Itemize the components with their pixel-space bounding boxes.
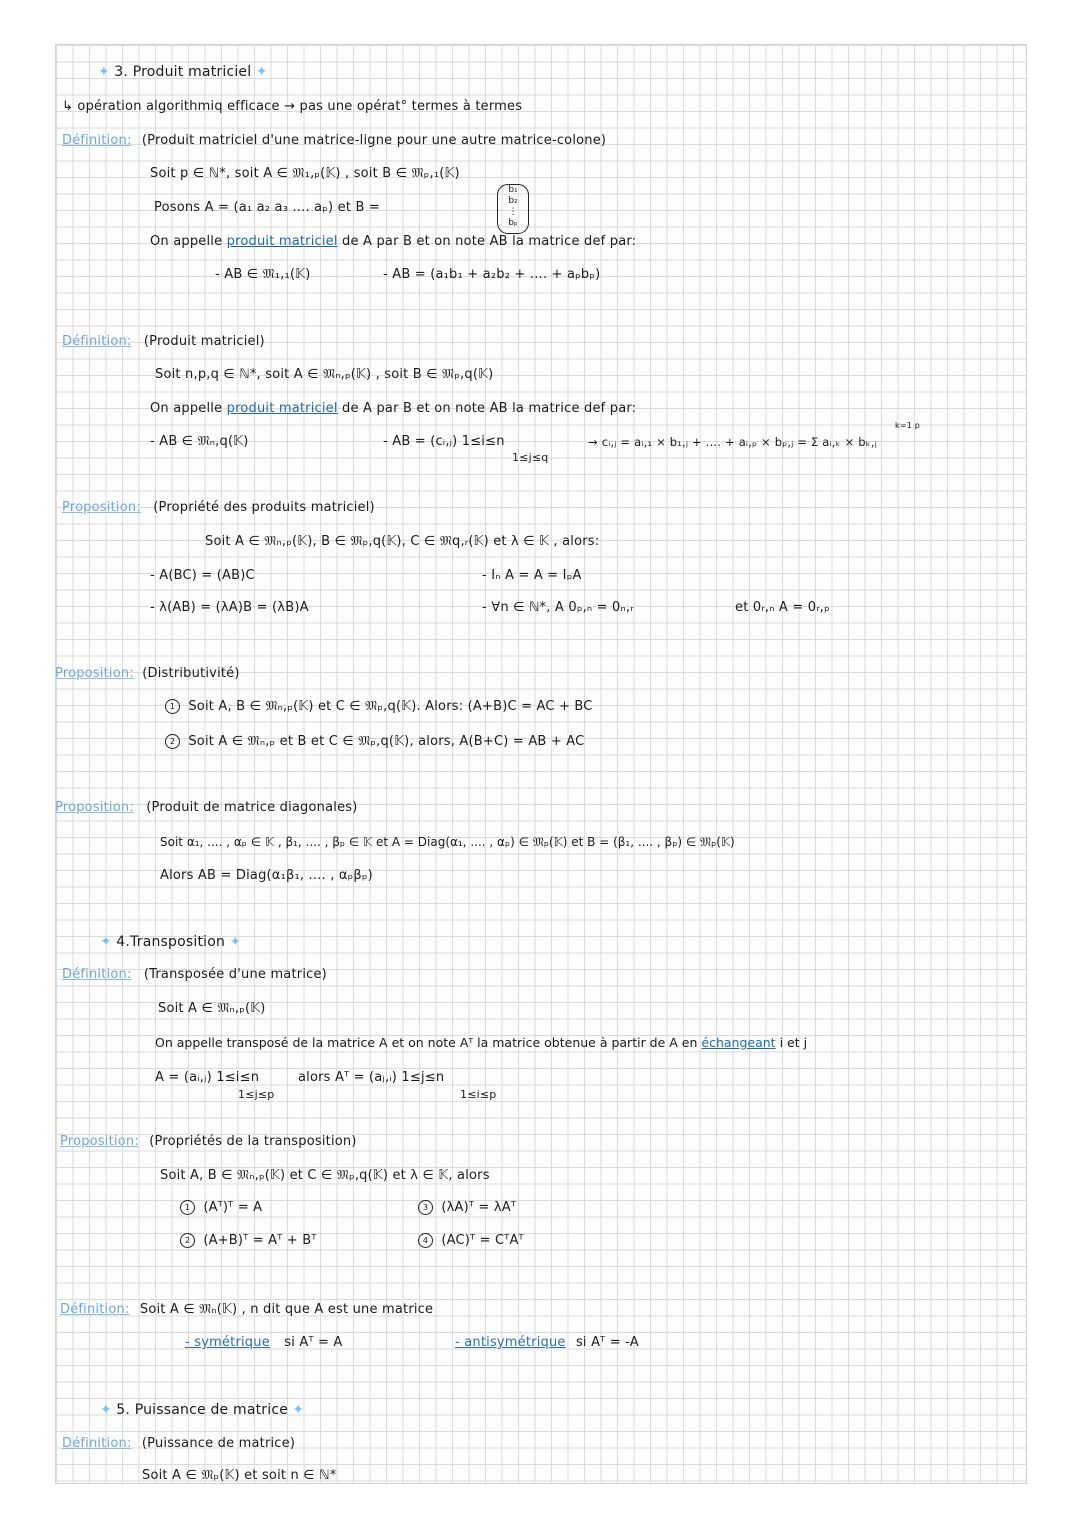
definition-5 — [62, 1436, 295, 1452]
sparkle-icon: ✦ — [100, 934, 112, 950]
proposition-3 — [55, 800, 358, 816]
intro-note: ↳ opération algorithmiq efficace → pas une opérat° termes à termes — [62, 99, 523, 114]
proposition-heading: (Propriété des produits matriciel) — [153, 500, 375, 515]
prop1-item-e: et 0ᵣ,ₙ A = 0ᵣ,ₚ — [735, 600, 830, 615]
definition-heading: (Produit matriciel d'une matrice-ligne pour une autre matrice-colone) — [141, 133, 607, 148]
circled-number: 1 — [165, 699, 180, 714]
prop3-line-1: Soit α₁, .... , αₚ ∈ 𝕂 , β₁, .... , βₚ ∈ 𝕂 et A = Diag(α₁, .... , αₚ) ∈ 𝔐ₚ(𝕂) et B = (β₁, .... , βₚ) ∈ 𝔐ₚ(𝕂) — [160, 835, 735, 849]
def3-index-a: 1≤j≤p — [238, 1088, 275, 1101]
circled-number: 4 — [418, 1233, 433, 1248]
prop2-item-2: 2 Soit A ∈ 𝔐ₙ,ₚ et B et C ∈ 𝔐ₚ,q(𝕂), alors, A(B+C) = AB + AC — [165, 734, 584, 750]
def2-index-range: 1≤j≤q — [512, 451, 549, 464]
definition-3 — [62, 967, 327, 983]
def3-line-3b: alors Aᵀ = (aⱼ,ᵢ) 1≤j≤n — [298, 1070, 445, 1085]
def1-line-1: Soit p ∈ ℕ*, soit A ∈ 𝔐₁,ₚ(𝕂) , soit B ∈ 𝔐ₚ,₁(𝕂) — [150, 166, 460, 181]
sparkle-icon: ✦ — [292, 1402, 305, 1418]
definition-1 — [62, 133, 606, 149]
prop1-item-c: - λ(AB) = (λA)B = (λB)A — [150, 600, 309, 615]
produit-matriciel-term: produit matriciel — [226, 401, 338, 416]
section-4-title: ✦ 4.Transposition ✦ — [100, 934, 242, 950]
def3-index-b: 1≤i≤p — [460, 1088, 497, 1101]
prop1-item-d: - ∀n ∈ ℕ*, A 0ₚ,ₙ = 0ₙ,ᵣ — [482, 600, 634, 615]
proposition-heading: (Distributivité) — [142, 666, 240, 681]
def2-line-3a: - AB ∈ 𝔐ₙ,q(𝕂) — [150, 434, 249, 449]
prop2-item-1: 1 Soit A, B ∈ 𝔐ₙ,ₚ(𝕂) et C ∈ 𝔐ₚ,q(𝕂). Alors: (A+B)C = AC + BC — [165, 699, 593, 715]
sparkle-icon: ✦ — [98, 64, 110, 80]
def1-line-2: Posons A = (a₁ a₂ a₃ .... aₚ) et B = — [154, 200, 381, 215]
proposition-label: Proposition: — [55, 800, 134, 815]
proposition-label: Proposition: — [60, 1134, 139, 1149]
prop1-item-a: - A(BC) = (AB)C — [150, 568, 255, 583]
prop4-line-1: Soit A, B ∈ 𝔐ₙ,ₚ(𝕂) et C ∈ 𝔐ₚ,q(𝕂) et λ ∈ 𝕂, alors — [160, 1168, 490, 1183]
circled-number: 1 — [180, 1200, 195, 1215]
definition-2 — [62, 334, 265, 350]
proposition-label: Proposition: — [62, 500, 141, 515]
column-vector: b₁ b₂ ⋮ bₚ — [497, 184, 529, 234]
definition-heading: (Produit matriciel) — [143, 334, 265, 349]
echangeant-term: échangeant — [701, 1035, 776, 1050]
def1-line-3: On appelle produit matriciel de A par B et on note AB la matrice def par: — [150, 234, 637, 249]
prop4-item-3: 3 (λA)ᵀ = λAᵀ — [418, 1200, 516, 1216]
proposition-1 — [62, 500, 375, 516]
def4-antisymmetric: - antisymétrique si Aᵀ = -A — [455, 1335, 639, 1350]
section-5-title: ✦ 5. Puissance de matrice ✦ — [100, 1402, 305, 1418]
definition-label: Définition: — [62, 133, 132, 148]
proposition-4 — [60, 1134, 357, 1150]
sparkle-icon: ✦ — [229, 934, 242, 950]
definition-label: Définition: — [60, 1302, 130, 1317]
proposition-heading: (Propriétés de la transposition) — [149, 1134, 357, 1149]
circled-number: 3 — [418, 1200, 433, 1215]
definition-heading: (Transposée d'une matrice) — [143, 967, 327, 982]
produit-matriciel-term: produit matriciel — [226, 234, 338, 249]
def2-line-2: On appelle produit matriciel de A par B et on note AB la matrice def par: — [150, 401, 637, 416]
prop4-item-4: 4 (AC)ᵀ = CᵀAᵀ — [418, 1233, 524, 1249]
def3-line-3a: A = (aᵢ,ⱼ) 1≤i≤n — [155, 1070, 260, 1085]
def1-line-4a: - AB ∈ 𝔐₁,₁(𝕂) — [215, 267, 311, 282]
def5-line-1: Soit A ∈ 𝔐ₚ(𝕂) et soit n ∈ ℕ* — [142, 1468, 337, 1483]
section-3-title: ✦ 3. Produit matriciel ✦ — [98, 64, 268, 80]
prop4-item-2: 2 (A+B)ᵀ = Aᵀ + Bᵀ — [180, 1233, 317, 1249]
sparkle-icon: ✦ — [255, 64, 268, 80]
def1-line-4b: - AB = (a₁b₁ + a₂b₂ + .... + aₚbₚ) — [383, 267, 601, 282]
circled-number: 2 — [180, 1233, 195, 1248]
prop1-item-b: - Iₙ A = A = IₚA — [482, 568, 582, 583]
definition-4: Définition: Soit A ∈ 𝔐ₙ(𝕂) , n dit que A est une matrice — [60, 1302, 434, 1317]
proposition-heading: (Produit de matrice diagonales) — [146, 800, 358, 815]
prop4-item-1: 1 (Aᵀ)ᵀ = A — [180, 1200, 262, 1216]
prop3-line-2: Alors AB = Diag(α₁β₁, .... , αₚβₚ) — [160, 868, 373, 883]
sparkle-icon: ✦ — [100, 1402, 112, 1418]
definition-label: Définition: — [62, 334, 132, 349]
def2-line-3b: - AB = (cᵢ,ⱼ) 1≤i≤n — [383, 434, 505, 449]
def3-line-1: Soit A ∈ 𝔐ₙ,ₚ(𝕂) — [158, 1001, 266, 1016]
definition-label: Définition: — [62, 967, 132, 982]
grid-paper-page — [55, 44, 1027, 1484]
def2-line-3c: → cᵢ,ⱼ = aᵢ,₁ × b₁,ⱼ + .... + aᵢ,ₚ × bₚ,ⱼ = Σ aᵢ,ₖ × bₖ,ⱼ — [588, 435, 877, 449]
def4-symmetric: - symétrique si Aᵀ = A — [185, 1335, 343, 1350]
circled-number: 2 — [165, 734, 180, 749]
def2-line-1: Soit n,p,q ∈ ℕ*, soit A ∈ 𝔐ₙ,ₚ(𝕂) , soit B ∈ 𝔐ₚ,q(𝕂) — [155, 367, 494, 382]
definition-label: Définition: — [62, 1436, 132, 1451]
def3-line-2: On appelle transposé de la matrice A et on note Aᵀ la matrice obtenue à partir de A en échangeant i et j — [155, 1035, 808, 1050]
definition-heading: (Puissance de matrice) — [141, 1436, 296, 1451]
proposition-label: Proposition: — [55, 666, 134, 681]
proposition-2 — [55, 666, 240, 682]
sum-limits: k=1 p — [895, 421, 921, 430]
prop1-line-1: Soit A ∈ 𝔐ₙ,ₚ(𝕂), B ∈ 𝔐ₚ,q(𝕂), C ∈ 𝔐q,ᵣ(𝕂) et λ ∈ 𝕂 , alors: — [205, 534, 600, 549]
